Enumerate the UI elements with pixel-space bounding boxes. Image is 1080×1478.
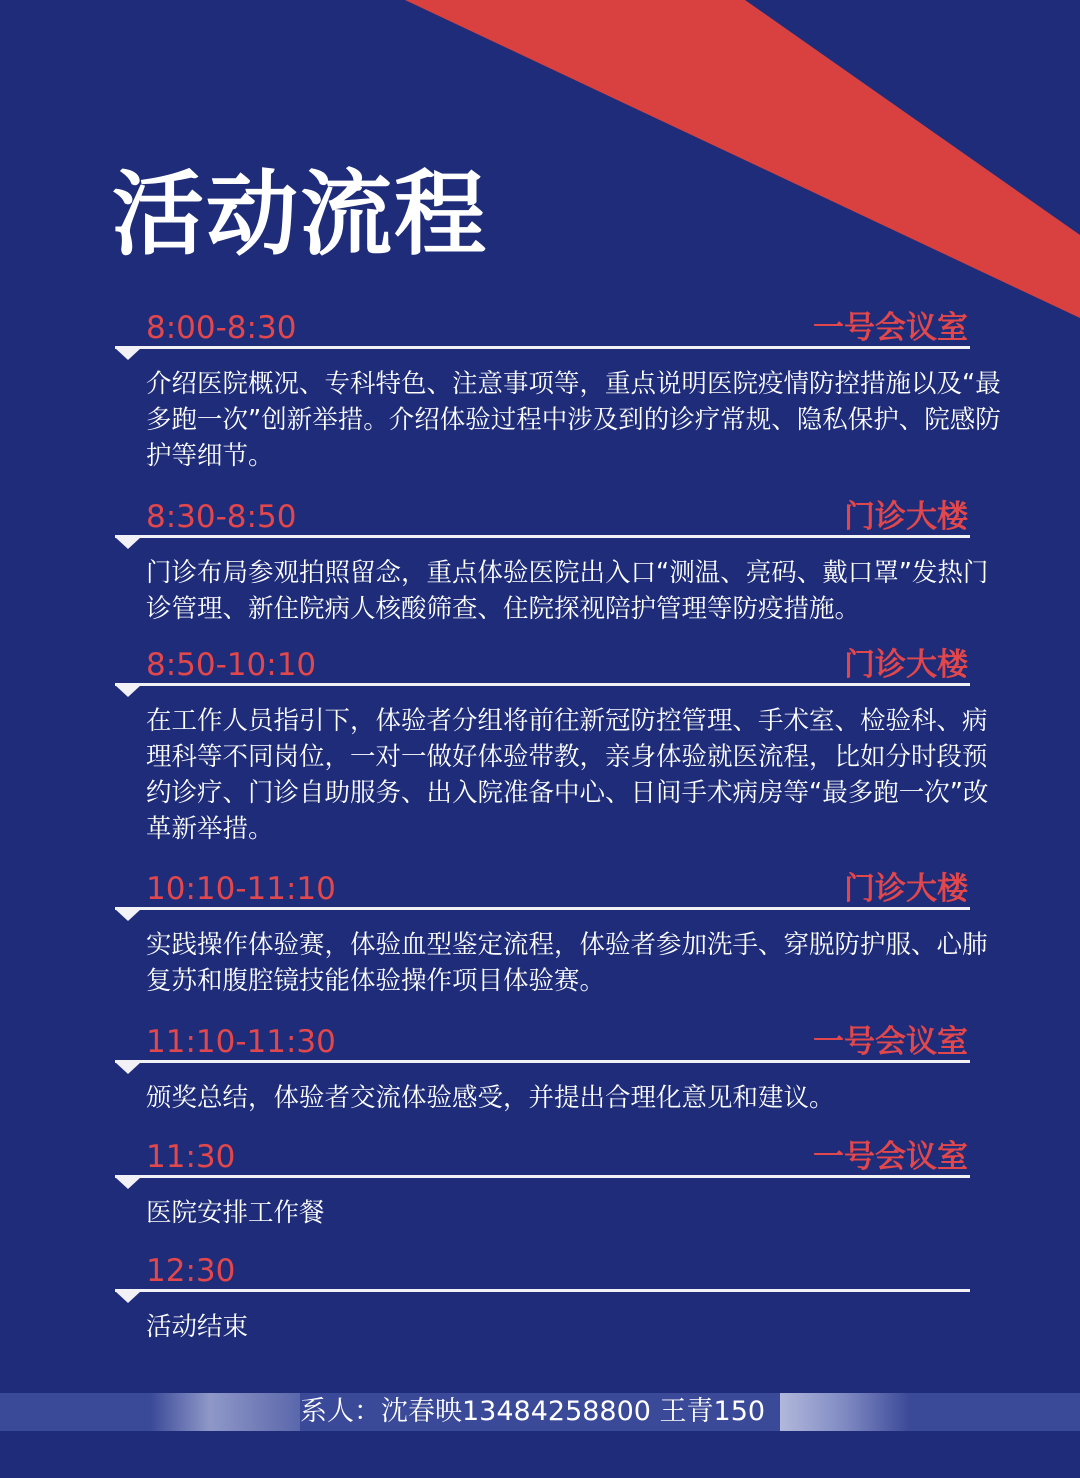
schedule-time: 8:50-10:10 [146, 647, 317, 683]
schedule-location: 一号会议室 [813, 310, 968, 346]
schedule-item-header [0, 869, 1080, 913]
schedule-item-header [0, 1137, 1080, 1181]
schedule-item-header [0, 497, 1080, 541]
contact-bar-blur-right [780, 1393, 910, 1431]
triangle-marker-icon [115, 1291, 141, 1303]
schedule-time: 11:10-11:30 [146, 1024, 336, 1060]
page-title: 活动流程 [112, 161, 489, 268]
schedule-location: 门诊大楼 [844, 499, 968, 535]
schedule-item [0, 308, 1080, 474]
schedule-description: 活动结束 [146, 1312, 249, 1342]
schedule-item [0, 497, 1080, 627]
triangle-marker-icon [115, 685, 141, 697]
schedule-description: 实践操作体验赛，体验血型鉴定流程，体验者参加洗手、穿脱防护服、心肺复苏和腹腔镜技能体验操作项目体验赛。 [146, 930, 988, 996]
triangle-marker-icon [115, 537, 141, 549]
divider-line [115, 683, 970, 686]
triangle-marker-icon [115, 1062, 141, 1074]
schedule-item-header [0, 1251, 1080, 1295]
contact-info: 系人：沈春映13484258800 王青150 [300, 1396, 766, 1427]
schedule-item [0, 869, 1080, 999]
schedule-item [0, 1022, 1080, 1116]
divider-line [115, 1289, 970, 1292]
schedule-item [0, 1137, 1080, 1231]
schedule-time: 12:30 [146, 1253, 236, 1289]
schedule-item-header [0, 645, 1080, 689]
schedule-location: 一号会议室 [813, 1139, 968, 1175]
schedule-item-header [0, 308, 1080, 352]
contact-bar-blur-left [150, 1393, 300, 1431]
schedule-description: 医院安排工作餐 [146, 1198, 325, 1228]
divider-line [115, 1175, 970, 1178]
schedule-time: 11:30 [146, 1139, 236, 1175]
triangle-marker-icon [115, 1177, 141, 1189]
triangle-marker-icon [115, 348, 141, 360]
schedule-location: 门诊大楼 [844, 647, 968, 683]
schedule-time: 8:30-8:50 [146, 499, 297, 535]
divider-line [115, 907, 970, 910]
schedule-time: 8:00-8:30 [146, 310, 297, 346]
schedule-time: 10:10-11:10 [146, 871, 336, 907]
schedule-location: 门诊大楼 [844, 871, 968, 907]
schedule-description: 在工作人员指引下，体验者分组将前往新冠防控管理、手术室、检验科、病理科等不同岗位，一对一做好体验带教，亲身体验就医流程，比如分时段预约诊疗、门诊自助服务、出入院准备中心、日间手术病房等“最多跑一次”改革新举措。 [146, 706, 989, 844]
divider-line [115, 1060, 970, 1063]
schedule-location: 一号会议室 [813, 1024, 968, 1060]
schedule-description: 门诊布局参观拍照留念，重点体验医院出入口“测温、亮码、戴口罩”发热门诊管理、新住院病人核酸筛查、住院探视陪护管理等防疫措施。 [146, 558, 989, 624]
divider-line [115, 535, 970, 538]
schedule-description: 介绍医院概况、专科特色、注意事项等，重点说明医院疫情防控措施以及“最多跑一次”创新举措。介绍体验过程中涉及到的诊疗常规、隐私保护、院感防护等细节。 [146, 369, 1001, 471]
divider-line [115, 346, 970, 349]
triangle-marker-icon [115, 909, 141, 921]
schedule-item [0, 1251, 1080, 1345]
schedule-item-header [0, 1022, 1080, 1066]
schedule-item [0, 645, 1080, 847]
schedule-description: 颁奖总结，体验者交流体验感受，并提出合理化意见和建议。 [146, 1083, 835, 1113]
